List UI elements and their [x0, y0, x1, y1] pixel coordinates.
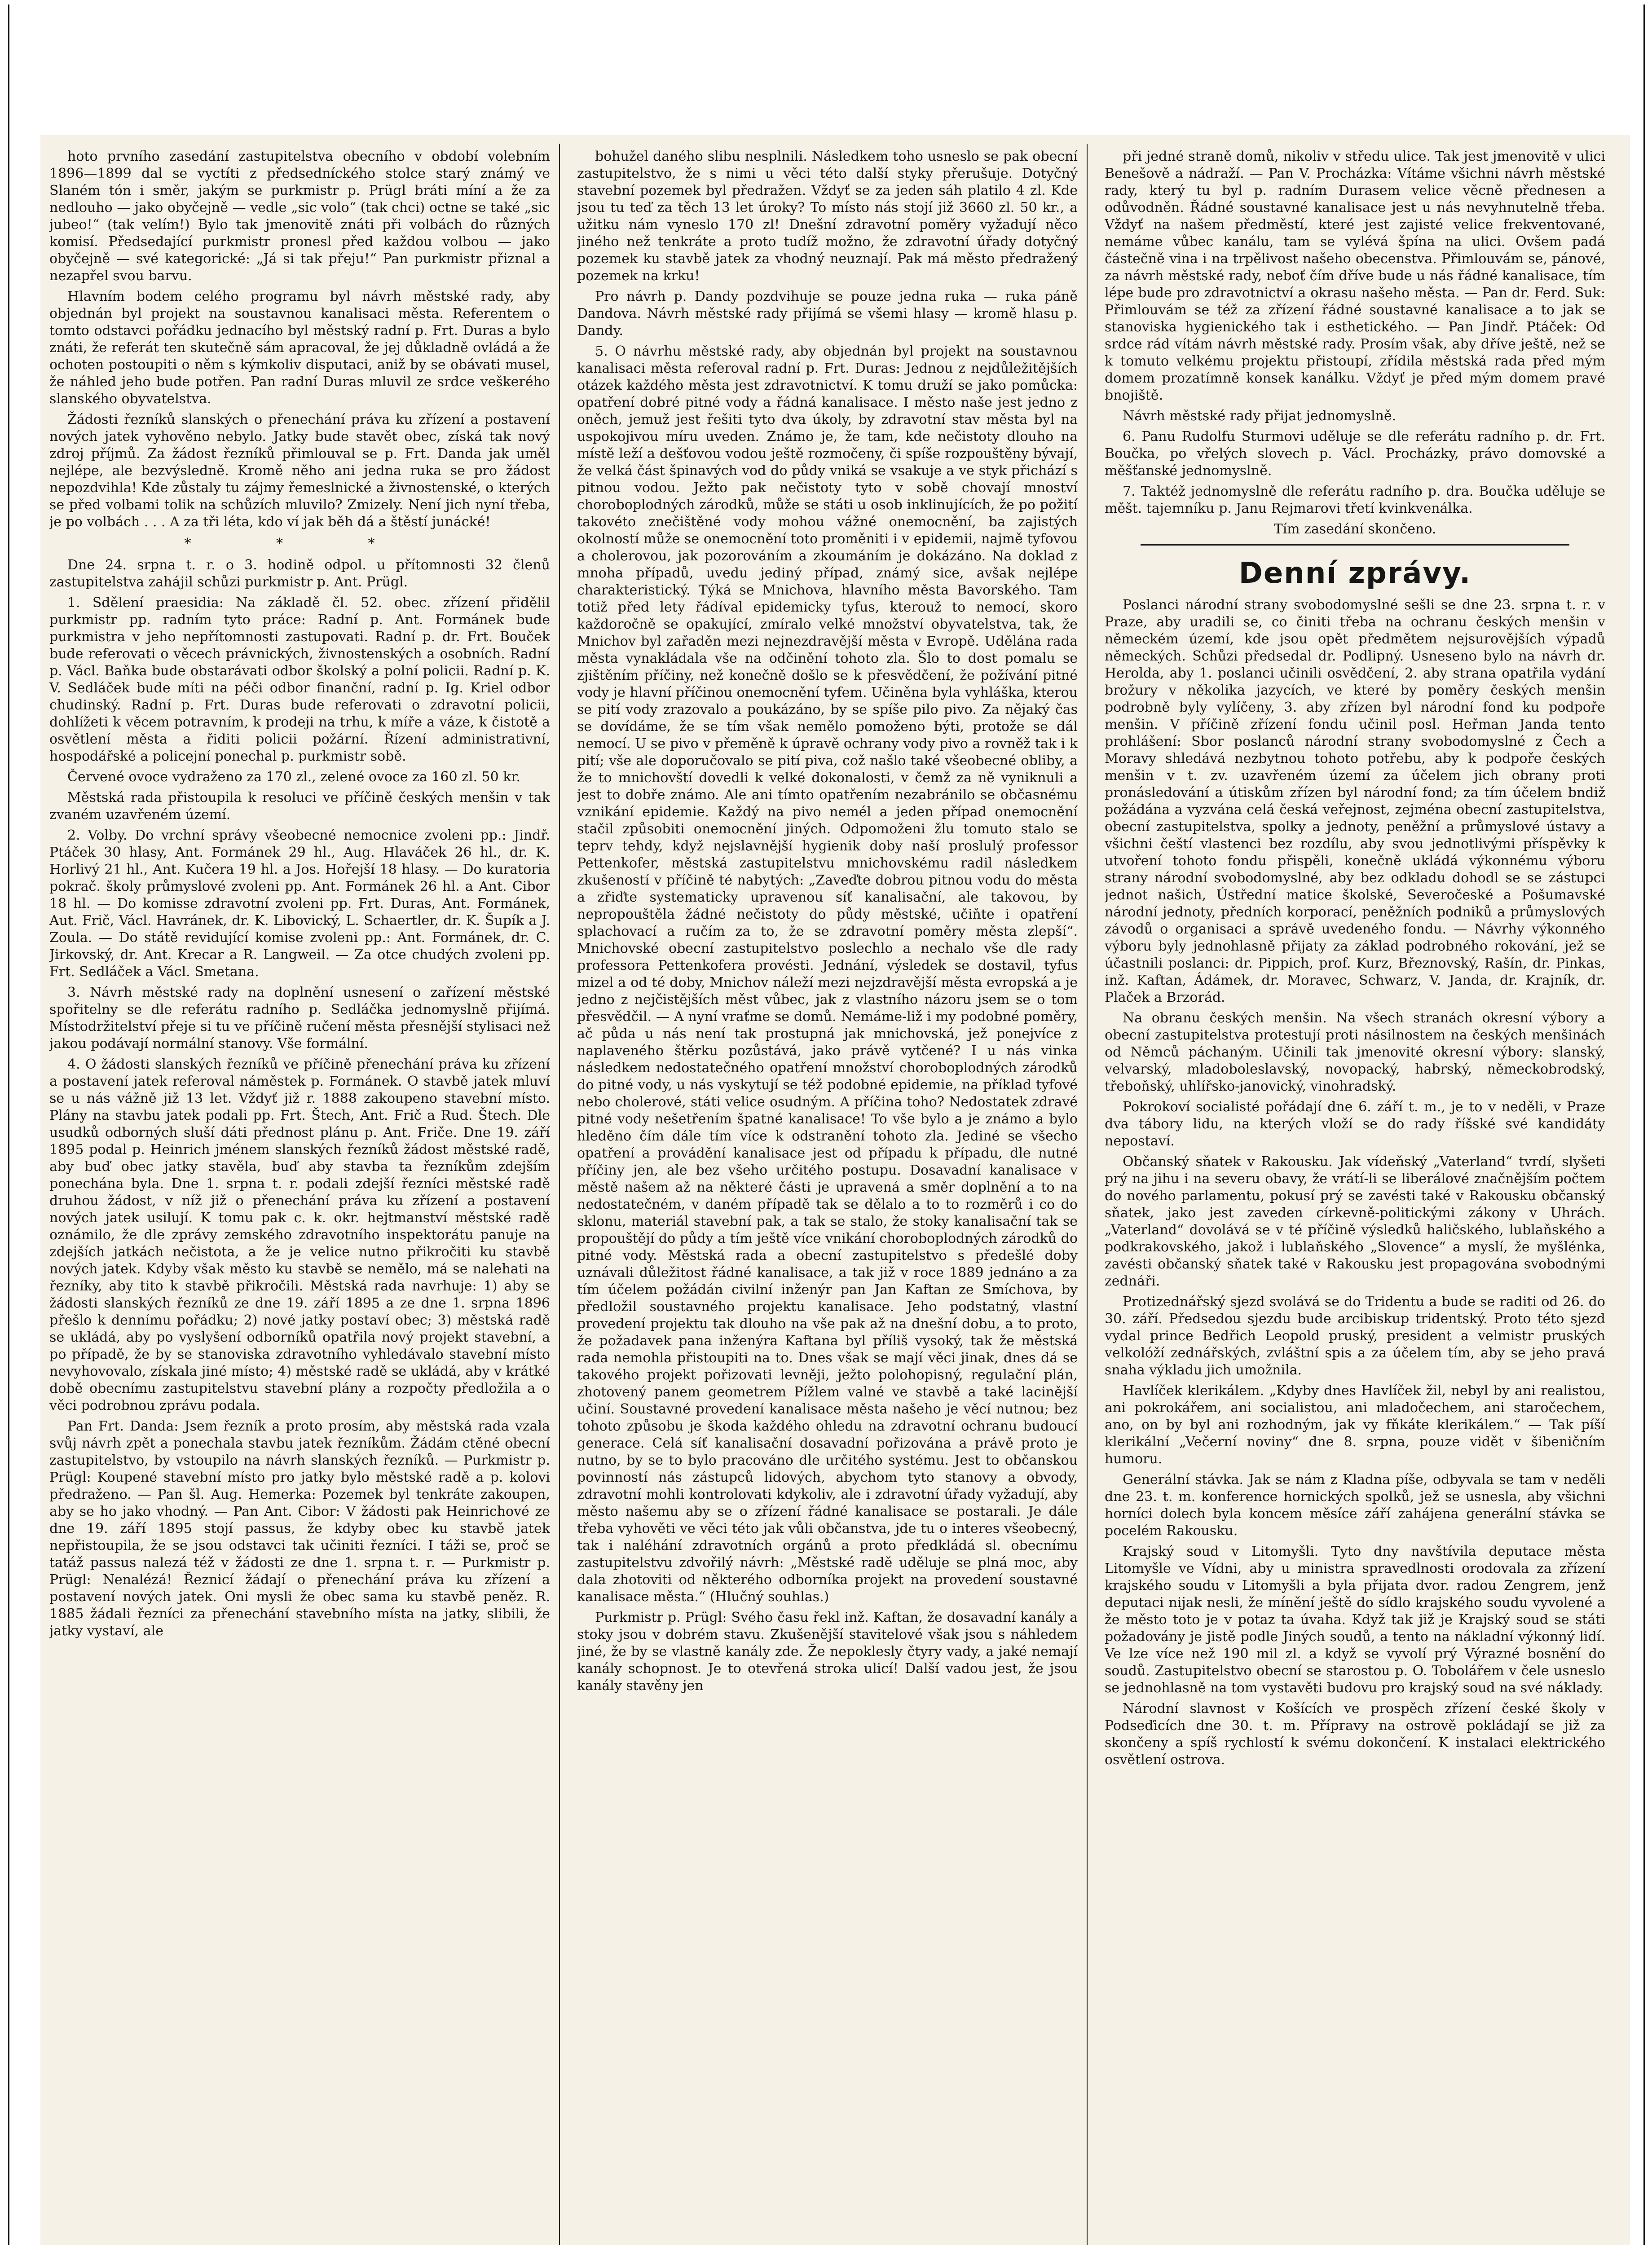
paragraph: Generální stávka. Jak se nám z Kladna píše, odbyvala se tam v neděli dne 23. t. m. konference hornických spolků, jež se usnesla, aby všichni horníci dolech byla koncem měsíce září zahájena generální stávka se pocelém Rakousku. — [1105, 1472, 1605, 1539]
paragraph: Městská rada přistoupila k resoluci ve příčině českých menšin v tak zvaném uzavřeném území. — [49, 790, 550, 823]
paragraph: bohužel daného slibu nesplnili. Následkem toho usneslo se pak obecní zastupitelstvo, že s nimi u věci této další styky přerušuje. Dotyčný stavební pozemek byl předražen. Vždyť se za jeden sáh platilo 4 zl. Kde jsou tu teď za těch 13 let úroky? To místo nás stojí již 3660 zl. 50 kr., a užitku nám vyneslo 170 zl! Dnešní zdravotní poměry vyžadují něco jiného než tenkráte a proto tudíž možno, že zdravotní úřady dotyčný pozemek ku stavbě jatek za vhodný neuznají. Pak má město předražený pozemek na krku! — [577, 149, 1078, 284]
paragraph: 1. Sdělení praesidia: Na základě čl. 52. obec. zřízení přidělil purkmistr pp. radním tyto práce: Radní p. Ant. Formánek bude purkmistra v jeho nepřítomnosti zastupovati. Radní p. dr. Frt. Bouček bude referovati o věcech právnických, živnostenských a osobních. Radní p. Václ. Baňka bude obstarávati odbor školský a polní policii. Radní p. K. V. Sedláček bude míti na péči odbor finanční, radní p. Ig. Kriel odbor chudinský. Radní p. Frt. Duras bude referovati o zdravotní policii, dohlížeti k věcem potravním, k prodeji na trhu, k míře a váze, k čistotě a osvětlení města a řiditi policii požární. Řízení administrativní, hospodářské a policejní ponechal p. purkmistr sobě. — [49, 595, 550, 764]
paragraph: hoto prvního zasedání zastupitelstva obecního v období volebním 1896—1899 dal se vyctíti z předsedníckého stolce starý známý ve Slaném tón i směr, jakým se purkmistr p. Prügl bráti míní a že za nedlouho — jako obyčejně — vedle „sic volo“ (tak chci) octne se také „sic jubeo!“ (tak velím!) Bylo tak jmenovitě znáti při volbách do různých komisí. Předsedající purkmistr pronesl před každou volbou — jako obyčejně — své kategorické: „Já si tak přeju!“ Pan purkmistr přiznal a nezapřel svou barvu. — [49, 149, 550, 284]
column-rule — [559, 144, 560, 2245]
column-3 — [1105, 148, 1605, 2245]
paragraph: Pokrokoví socialisté pořádají dne 6. září t. m., je to v neděli, v Praze dva tábory lidu, na kterých vloží se do rady říšské své kandidáty nepostaví. — [1105, 1099, 1605, 1149]
paragraph: Protizednářský sjezd svolává se do Tridentu a bude se raditi od 26. do 30. září. Předsedou sjezdu bude arcibiskup tridentský. Proto této sjezd vydal prince Bedřich Leopold pruský, president a velmistr pruských velkolóží zednářských, zvláštní spis a za účelem tím, aby se jeho pravá snaha výkladu jich umožnila. — [1105, 1294, 1605, 1378]
paragraph: Havlíček klerikálem. „Kdyby dnes Havlíček žil, nebyl by ani realistou, ani pokrokářem, ani socialistou, ani mladočechem, ani staročechem, ano, on by byl ani rozhodným, jak vy fňkáte klerikálem.“ — Tak píší klerikální „Večerní noviny“ dne 8. srpna, pouze vidět v šibeničním humoru. — [1105, 1383, 1605, 1467]
paragraph: 6. Panu Rudolfu Sturmovi uděluje se dle referátu radního p. dr. Frt. Boučka, po vřelých slovech p. Václ. Procházky, právo domovské a měšťanské jednomyslně. — [1105, 429, 1605, 479]
paragraph: 5. O návrhu městské rady, aby objednán byl projekt na soustavnou kanalisaci města referoval radní p. Frt. Duras: Jednou z nejdůležitějších otázek každého města jest zdravotnictví. K tomu druží se jako pomůcka: opatření dobré pitné vody a řádná kanalisace. I město naše jest jedno z oněch, jemuž jest řešiti tyto dva úkoly, by zdravotní stav města byl na uspokojivou míru uveden. Známo je, že tam, kde nečistoty dlouho na místě leží a dešťovou vodou ještě rozmočeny, či spíše rozpouštěny bývají, že velká část špinavých vod do půdy vniká se vsakuje a ve styk přichází s pitnou vodou. Ježto pak nečistoty tyto v sobě chovají mnoství choroboplodných zárodků, může se státi u osob inklinujících, že po požití takovéto znečištěné vody mohou vážné onemocnění, ba zajistých okolností může se onemocnění toto proměniti i v epidemii, najmě tyfovou a cholerovou, jak pozorováním a zkoumáním je dokázáno. Na doklad z mnoha případů, uvedu jediný případ, známý sice, avšak nejlépe charakteristický. Týká se Mnichova, hlavního města Bavorského. Tam totiž před lety řádíval epidemicky tyfus, kterouž to nemocí, skoro každoročně se opakující, zmíralo velké množství obyvatelstva, tak, že Mnichov byl zařaděn mezi nejnezdravější města v Evropě. Udělána rada města vynakládala vše na odčinění tohoto zla. Šlo to dost pomalu se zjištěním příčiny, než konečně došlo se k přesvědčení, že požívání pitné vody je hlavní příčinou onemocnění tyfem. Učiněna byla vyhláška, kterou se pití vody zrazovalo a poukázáno, by se spíše pilo pivo. Za nějaký čas se dovídáme, že se tím však nemělo pomoženo býti, protože se dál nemocí. U se pivo v přeměně k úpravě ochrany vody pivo a rovněž tak i k pití; vše ale doporučovalo se pití piva, což našlo také všeobecné obliby, a že to mnichovští dovedli k velké dokonalosti, v čemž za ně vyniknuli a jest to dobře známo. Ale ani tímto opatřením nezabránilo se občasnému vznikání epidemie. Každý na pivo nemél a jeden případ onemocnění stačil způsobiti onemocnění jiných. Odpomoženi žlu tomuto stalo se teprv tehdy, když nejslavnější hygienik doby naší proslulý professor Pettenkofer, městská zastupitelstvu mnichovskému radil následkem zkušeností v příčině té nabytých: „Zaveďte dobrou pitnou vodu do města a zřiďte systematicky upravenou síť kanalisační, ale takovou, by nepropouštěla žádné nečistoty do půdy městské, učiňte i opatření splachovací a ručím za to, že se zdravotní poměry města zlepší“. Mnichovské obecní zastupitelstvo poslechlo a nechalo vše dle rady professora Pettenkofera provésti. Jednání, výsledek se dostavil, tyfus mizel a od té doby, Mnichov náleží mezi nejzdravější města evropská a je jedno z nejčistějších měst vůbec, jak z vlastního názoru jsem se o tom přesvědčil. — A nyní vraťme se domů. Nemáme-liž i my podobné poměry, ač půda u nás není tak prostupná jak mnichovská, jež ponejvíce z naplaveného štěrku pozůstává, jako právě vytčené? I u nás vinka následkem nedostatečného opatření množství choroboplodných zárodků do pitné vody, u nás vyskytují se též podobné epidemie, na příklad tyfové nebo cholerové, státi velice osudným. A příčina toho? Nedostatek zdravé pitné vody nešetřením špatné kanalisace! To vše bylo a je známo a bylo hleděno čím dále tím více k odstranění tohoto zla. Jediné se všecho opatření a provádění kanalisace jest od případu k případu, dle nutné příčiny jen, ale bez všeho určitého postupu. Dosavadní kanalisace v městě našem až na některé části je upravená a směr doplnění a to na nedostatečném, v daném případě tak se dělalo a to to rozměrů i co do sklonu, materiál stavební pak, a tak se stalo, že stoky kanalisační tak se propouštějí do půdy a tím ještě více vnikání choroboplodných zárodků do pitné vody. Městská rada a obecní zastupitelstvo s předešlé doby uznávali důležitost řádné kanalisace, a tak již v roce 1889 jednáno a za tím účelem požádán civilní inženýr pan Jan Kaftan ze Smíchova, by předložil soustavného projektu kanalisace. Jeho podstatný, vlastní provedení projektu tak dlouho na vše pak až na dnešní dobu, a to proto, že požadavek pana inženýra Kaftana byl příliš vysoký, tak že městská rada nemohla přistoupiti na to. Dnes však se mají věci jinak, dnes dá se takového projekt pořizovati levněji, ježto polohopisný, regulační plán, zhotovený panem geometrem Pížlem valné ve stavbě a také lacinější učiní. Soustavné provedení kanalisace města našeho je věcí nutnou; bez tohoto způsobu je škoda každého ohledu na zdravotní ochranu budoucí generace. Celá síť kanalisační dosavadní pořizována a právě proto je nutno, by se to bylo pracováno dle určitého systému. Jest to občanskou povinností nás zástupců lidových, abychom tyto stanovy a obvody, zdravotní mohli kontrolovati kdykoliv, ale i zdravotní úřady vyžadují, aby město našemu aby se o zřízení řádné kanalisace se postarali. Je dále třeba vyhověti ve věci této jak vůli občanstva, jde tu o interes všeobecný, tak i naléhání zdravotních orgánů a proto předkládá sl. obecnímu zastupitelstvu zdvořilý návrh: „Městské radě uděluje se plná moc, aby dala zhotoviti od některého odborníka projekt na provedení soustavné kanalisace města.“ (Hlučný souhlas.) — [577, 343, 1078, 1605]
paragraph: Krajský soud v Litomyšli. Tyto dny navštívila deputace města Litomyšle ve Vídni, aby u ministra spravedlnosti orodovala za zřízení krajského soudu v Litomyšli a byla přijata dvor. radou Zengrem, jenž deputaci nijak nesli, že mínění ještě do sídlo krajského soudu vyvolené a že město toto je v potaz ta úvaha. Když tak již je Krajský soud se státi požadovány je jistě podle Jiných soudů, a tento na nákladní výkonný lidí. Ve lze více než 190 mil zl. a když se vyvolí prý Výrazné bosnění do soudů. Zastupitelstvo obecní se starostou p. O. Tobolářem v čele usneslo se jednohlasně na tom vystavěti budovu pro krajský soud na své náklady. — [1105, 1544, 1605, 1696]
paragraph: při jedné straně domů, nikoliv v středu ulice. Tak jest jmenovitě v ulici Benešově a nádraží. — Pan V. Procházka: Vítáme všichni návrh městské rady, který tu byl p. radním Durasem velice věcně přednesen a odůvodněn. Řádné soustavné kanalisace jest u nás nevyhnutelně třeba. Vždyť na našem předměstí, které jest zajisté velice frekventované, nemáme vůbec kanálu, tam se vylévá špína na ulici. Ovšem padá částečně vina i na trpělivost našeho obecenstva. Přimlouvám se, pánové, za návrh městské rady, neboť čím dříve bude u nás řádné kanalisace, tím lépe bude pro zdravotnictví a okrasu našeho města. — Pan dr. Ferd. Suk: Přimlouvám se též za zřízení řádné soustavné kanalisace a to jak se stanoviska hygienického tak i esthetického. — Pan Jindř. Ptáček: Od srdce rád vítám návrh městské rady. Prosím však, aby dříve ještě, než se k tomuto velkému projektu přistoupí, zřídila městská rada před mým domem prozatímně konsek kanálku. Vždyť je před mým domem pravé bnojiště. — [1105, 149, 1605, 403]
paragraph: Hlavním bodem celého programu byl návrh městské rady, aby objednán byl projekt na soustavnou kanalisaci města. Referentem o tomto odstavci pořádku jednacího byl městský radní p. Frt. Duras a bylo znáti, že referát ten skutečně sám apracoval, že jej důkladně ovládá a že ochoten postoupiti o něm s kýmkoliv disputaci, aniž by se obávati musel, že náhled jeho bude potřen. Pan radní Duras mluvil ze srdce veškerého slanského obyvatelstva. — [49, 289, 550, 407]
column-1 — [49, 148, 550, 2245]
paragraph: 7. Taktéž jednomyslně dle referátu radního p. dra. Boučka uděluje se měšt. tajemníku p. Janu Rejmarovi třetí kvinkvenálka. — [1105, 484, 1605, 516]
paragraph: 3. Návrh městské rady na doplnění usnesení o zařízení městské spořitelny se dle referátu radního p. Sedláčka jednomyslně přijímá. Místodržitelství přeje si tu ve příčině ručení města přesnější stylisaci než jakou podávají normální stanovy. Vše formální. — [49, 985, 550, 1052]
paragraph: Národní slavnost v Košících ve prospěch zřízení české školy v Podseďicích dne 30. t. m. Přípravy na ostrově pokládají se již za skončeny a spíš rychlostí k svému dokončení. K instalaci elektrického osvětlení ostrova. — [1105, 1701, 1605, 1768]
asterisk-separator: * * * — [184, 536, 415, 551]
section-divider — [1141, 544, 1569, 546]
column-rule — [1087, 144, 1088, 2245]
paragraph: 4. O žádosti slanských řezníků ve příčině přenechání práva ku zřízení a postavení jatek referoval náměstek p. Formánek. O stavbě jatek mluví se u nás vážně již 13 let. Vždyť již r. 1888 zakoupeno stavební místo. Plány na stavbu jatek podali pp. Frt. Štech, Ant. Frič a Rud. Štech. Dle usudků odborných sluší dáti přednost plánu p. Ant. Friče. Dne 19. září 1895 podal p. Heinrich jménem slanských řezníků žádost městské radě, aby buď obec jatky stavěla, buď aby stavba ta řezníkům zdejším ponechána byla. Dne 1. srpna t. r. podali zdejší řezníci městské radě druhou žádost, v níž již o přenechání práva ku zřízení a postavení nových jatek usilují. K tomu pak c. k. okr. hejtmanství městské radě oznámilo, že dle zprávy zemského zdravotního inspektorátu panuje na zdejších jatkách nečistota, a že je velice nutno přikročiti ku stavbě nových jatek. Kdyby však město ku stavbě se nemělo, má se nalehati na řezníky, aby tito k stavbě přikročili. Městská rada navrhuje: 1) aby se žádosti slanských řezníků ze dne 19. září 1895 a ze dne 1. srpna 1896 přešlo k dennímu pořádku; 2) nové jatky postaví obec; 3) městská radě se ukládá, aby po vyslyšení odborníků opatřila nový projekt stavební, a po případě, že by se stanoviska zdravotního vyhledávalo stavební místo nevyhovovalo, získala jiné místo; 4) městské radě se ukládá, aby v krátké době obecnímu zastupitelstvu stavební plány a rozpočty předložila a o věci podrobnou zprávu podala. — [49, 1056, 550, 1413]
paragraph: Občanský sňatek v Rakousku. Jak vídeňský „Vaterland“ tvrdí, slyšeti prý na jihu i na severu obavy, že vrátí-li se liberálové značnějším počtem do nového parlamentu, pokusí prý se zavésti také v Rakousku občanský sňatek, jako jest zaveden církevně-politickými zákony v Uhrách. „Vaterland“ dovolává se v té příčině výsledků haličského, lublaňského a podkrakovského, jakož i lublaňského „Slovence“ a myslí, že myšlénka, zavésti občanský sňatek také v Rakousku jest propagována svobodnými zednáři. — [1105, 1154, 1605, 1289]
paragraph: Na obranu českých menšin. Na všech stranách okresní výbory a obecní zastupitelstva protestují proti násilnostem na českých menšinách od Němců páchaným. Učinili tak jmenovité okresní výbory: slanský, velvarský, mladoboleslavský, novopacký, habrský, německobrodský, třeboňský, uhlířsko-janovický, vinohradský. — [1105, 1010, 1605, 1094]
paragraph: Návrh městské rady přijat jednomyslně. — [1123, 408, 1396, 424]
section-heading: Denní zprávy. — [1238, 557, 1471, 590]
closing-line: Tím zasedání skončeno. — [1273, 521, 1436, 537]
column-2 — [577, 148, 1078, 2245]
paragraph: Purkmistr p. Prügl: Svého času řekl inž. Kaftan, že dosavadní kanály a stoky jsou v dobrém stavu. Zkušenější stavitelové však jsou s náhledem jiné, že by se vlastně kanály zde. Že nepoklesly čtyry vady, a jaké nemají kanály schopnost. Je to otevřená stroka ulicí! Další vadou jest, že jsou kanály stavěny jen — [577, 1610, 1078, 1694]
paragraph: Pro návrh p. Dandy pozdvihuje se pouze jedna ruka — ruka páně Dandova. Návrh městské rady přijímá se všemi hlasy — kromě hlasu p. Dandy. — [577, 289, 1078, 339]
paragraph: Červené ovoce vydraženo za 170 zl., zelené ovoce za 160 zl. 50 kr. — [67, 769, 521, 785]
paragraph: Poslanci národní strany svobodomyslné sešli se dne 23. srpna t. r. v Praze, aby uradili se, co činiti třeba na ochranu českých menšin v německém území, kde jsou opět předmětem nejsurovějších výpadů německých. Schůzi předsedal dr. Podlipný. Usneseno bylo na návrh dr. Herolda, aby 1. poslanci učinili osvědčení, 2. aby strana opatřila vydání brožury v několika jazycích, ve které by poměry českých menšin podrobně byly vylíčeny, 3. aby zřízen byl národní fond ku podpoře menšin. V příčině zřízení fondu učinil posl. Heřman Janda tento prohlášení: Sbor poslanců národní strany svobodomyslné z Čech a Moravy shledává nezbytnou tohoto potřebu, aby k podpoře českých menšin v t. zv. uzavřeném území za účelem jich obrany proti pronásledování a útiskům zřízen byl národní fond; za tím účelem bndiž požádána a vyzvána celá česká veřejnost, zejména obecní zastupitelstva, obecní zastupitelstva, spolky a jednoty, peněžní a průmyslové ústavy a všichni čeští vlastenci bez rozdílu, aby svou jednotlivými příspěvky k utvoření tohoto fondu přispěli, konečně ukládá výkonnému výboru strany národní svobodomyslné, aby bez odkladu dohodl se se zástupci jednot našich, Ústřední matice školské, Severočeské a Pošumavské národní jednoty, předních korporací, peněžních podniků a průmyslových závodů o organisaci a správě uvedeného fondu. — Návrhy výkonného výboru byly jednohlasně přijaty za základ podrobného rokování, jež se účastnili poslanci: dr. Pippich, prof. Kurz, Březnovský, Rašín, dr. Pinkas, inž. Kaftan, Ádámek, dr. Moravec, Schwarz, V. Janda, dr. Krajník, dr. Plaček a Brzorád. — [1105, 597, 1605, 1005]
paragraph: 2. Volby. Do vrchní správy všeobecné nemocnice zvoleni pp.: Jindř. Ptáček 30 hlasy, Ant. Formánek 29 hl., Aug. Hlaváček 26 hl., dr. K. Horlivý 21 hl., Ant. Kučera 19 hl. a Jos. Hořejší 18 hlasy. — Do kuratoria pokrač. školy průmyslové zvoleni pp. Ant. Formánek 26 hl. a Ant. Cibor 18 hl. — Do komisse zdravotní zvoleni pp. Frt. Duras, Ant. Formánek, Aut. Frič, Václ. Havránek, dr. K. Libovický, L. Schaertler, dr. K. Šupík a J. Zoula. — Do státě revidující komise zvoleni pp.: Ant. Formánek, dr. C. Jirkovský, dr. Ant. Krecar a R. Langweil. — Za otce chudých zvoleni pp. Frt. Sedláček a Václ. Smetana. — [49, 828, 550, 980]
paragraph: Pan Frt. Danda: Jsem řezník a proto prosím, aby městská rada vzala svůj návrh zpět a ponechala stavbu jatek řezníkům. Žádám ctěné obecní zastupitelstvo, by vstoupilo na návrh slanských řezníků. — Purkmistr p. Prügl: Koupené stavební místo pro jatky bylo městské radě a p. kolovi předraženo. — Pan šl. Aug. Hemerka: Pozemek byl tenkráte zakoupen, aby se ho jako vhodný. — Pan Ant. Cibor: V žádosti pak Heinrichové ze dne 19. září 1895 stojí passus, že kdyby obec ku stavbě jatek nepřistoupila, že se jsou odstavci tak učiniti řezníci. I táži se, proč se tatáž passus nalezá též v žádosti ze dne 1. srpna t. r. — Purkmistr p. Prügl: Nenalézá! Řeznicí žádají o přenechání práva ku zřízení a postavení nových jatek. Oni mysli že obec sama ku stavbě peněz. R. 1885 žádali řezníci za přenechání stavebního místa na jatky, slibili, že jatky vystaví, ale — [49, 1418, 550, 1639]
paragraph: Dne 24. srpna t. r. o 3. hodině odpol. u přítomnosti 32 členů zastupitelstva zahájil schůzi purkmistr p. Ant. Prügl. — [49, 557, 550, 590]
newspaper-page — [40, 135, 1630, 2245]
paragraph: Žádosti řezníků slanských o přenechání práva ku zřízení a postavení nových jatek vyhověno nebylo. Jatky bude stavět obec, získá tak nový zdroj příjmů. Za žádost řezníků přimlouval se p. Frt. Danda jak uměl nejlépe, ale bezvýsledně. Kromě něho ani jedna ruka se pro žádost nepozdvihla! Kde zůstaly tu zájmy řemeslnické a živnostenské, o kterých se před volbami tolik na schůzích mluvilo? Zmizely. Není jich nyní třeba, je po volbách . . . A za tři léta, kdo ví jak běh dá a štěstí junácké! — [49, 412, 550, 530]
